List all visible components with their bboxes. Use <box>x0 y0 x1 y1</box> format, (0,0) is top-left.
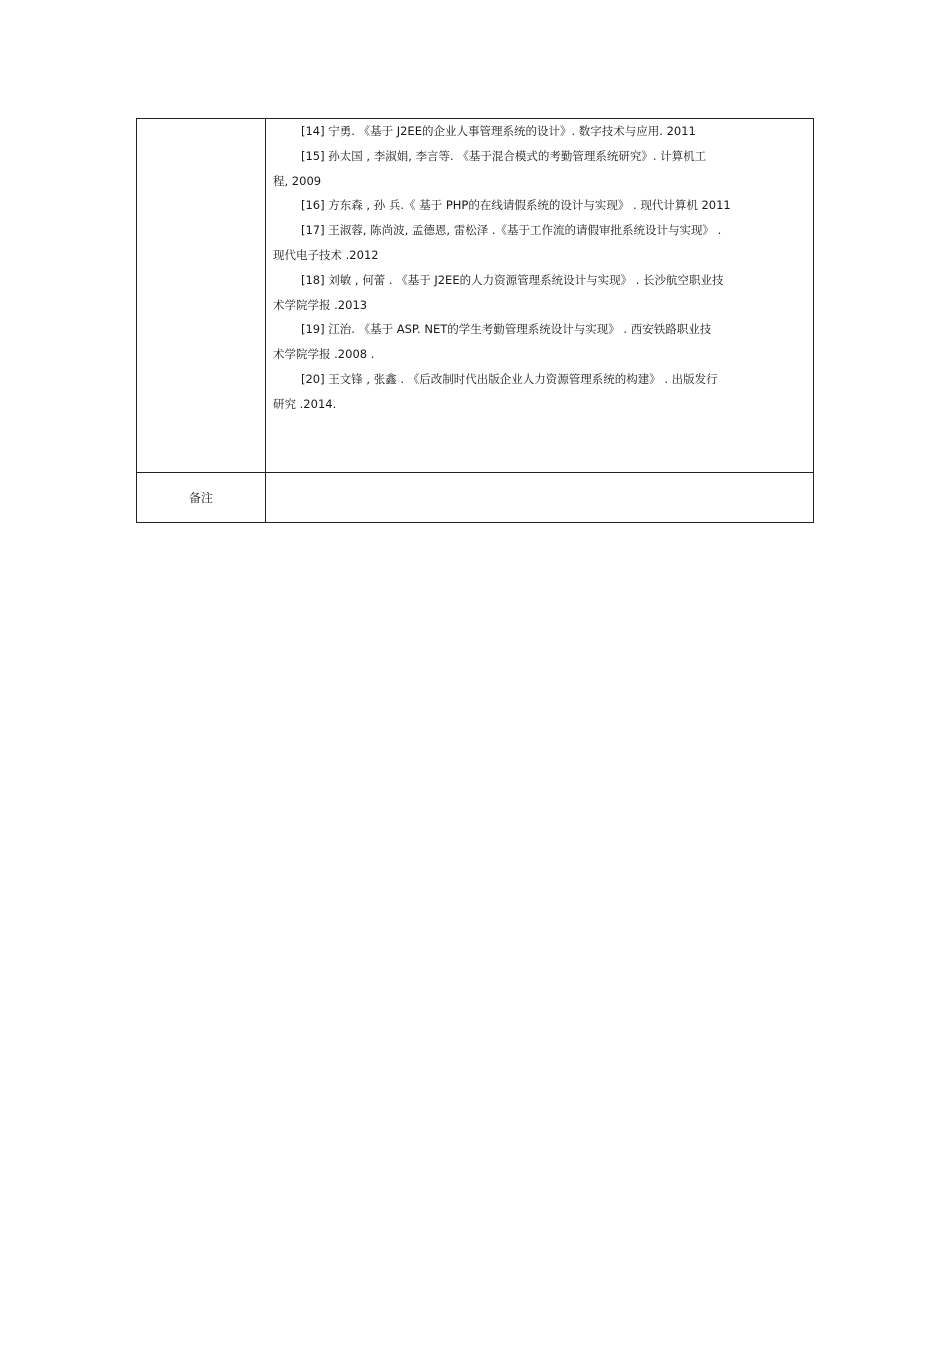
column-divider <box>265 119 266 522</box>
reference-19-continued: 术学院学报 .2008 . <box>273 347 375 362</box>
reference-17-continued: 现代电子技术 .2012 <box>273 247 379 262</box>
references-list <box>273 119 813 472</box>
reference-15: [15] 孙太国 , 李淑娟, 李言等. 《基于混合模式的考勤管理系统研究》. 计算机工 <box>301 148 707 163</box>
reference-17: [17] 王淑蓉, 陈尚波, 孟德恩, 雷松泽 .《基于工作流的请假审批系统设计与实现》 . <box>301 223 722 238</box>
reference-14: [14] 宁勇. 《基于 J2EE的企业人事管理系统的设计》. 数字技术与应用. 2011 <box>301 124 696 138</box>
reference-20: [20] 王文锋 , 张鑫 . 《后改制时代出版企业人力资源管理系统的构建》 . 出版发行 <box>301 371 718 386</box>
reference-18-continued: 术学院学报 .2013 <box>273 297 368 312</box>
reference-18: [18] 刘敏 , 何蕾 . 《基于 J2EE的人力资源管理系统设计与实现》 . 长沙航空职业技 <box>301 272 724 287</box>
reference-15-continued: 程, 2009 <box>273 173 322 188</box>
reference-19: [19] 江治. 《基于 ASP. NET的学生考勤管理系统设计与实现》 . 西安铁路职业技 <box>301 322 712 337</box>
reference-16: [16] 方东森 , 孙 兵.《 基于 PHP的在线请假系统的设计与实现》 . 现代计算机 2011 <box>301 198 731 213</box>
remarks-content <box>266 473 813 522</box>
remarks-label: 备注 <box>188 491 213 505</box>
references-table <box>136 118 814 523</box>
reference-20-continued: 研究 .2014. <box>273 396 337 411</box>
